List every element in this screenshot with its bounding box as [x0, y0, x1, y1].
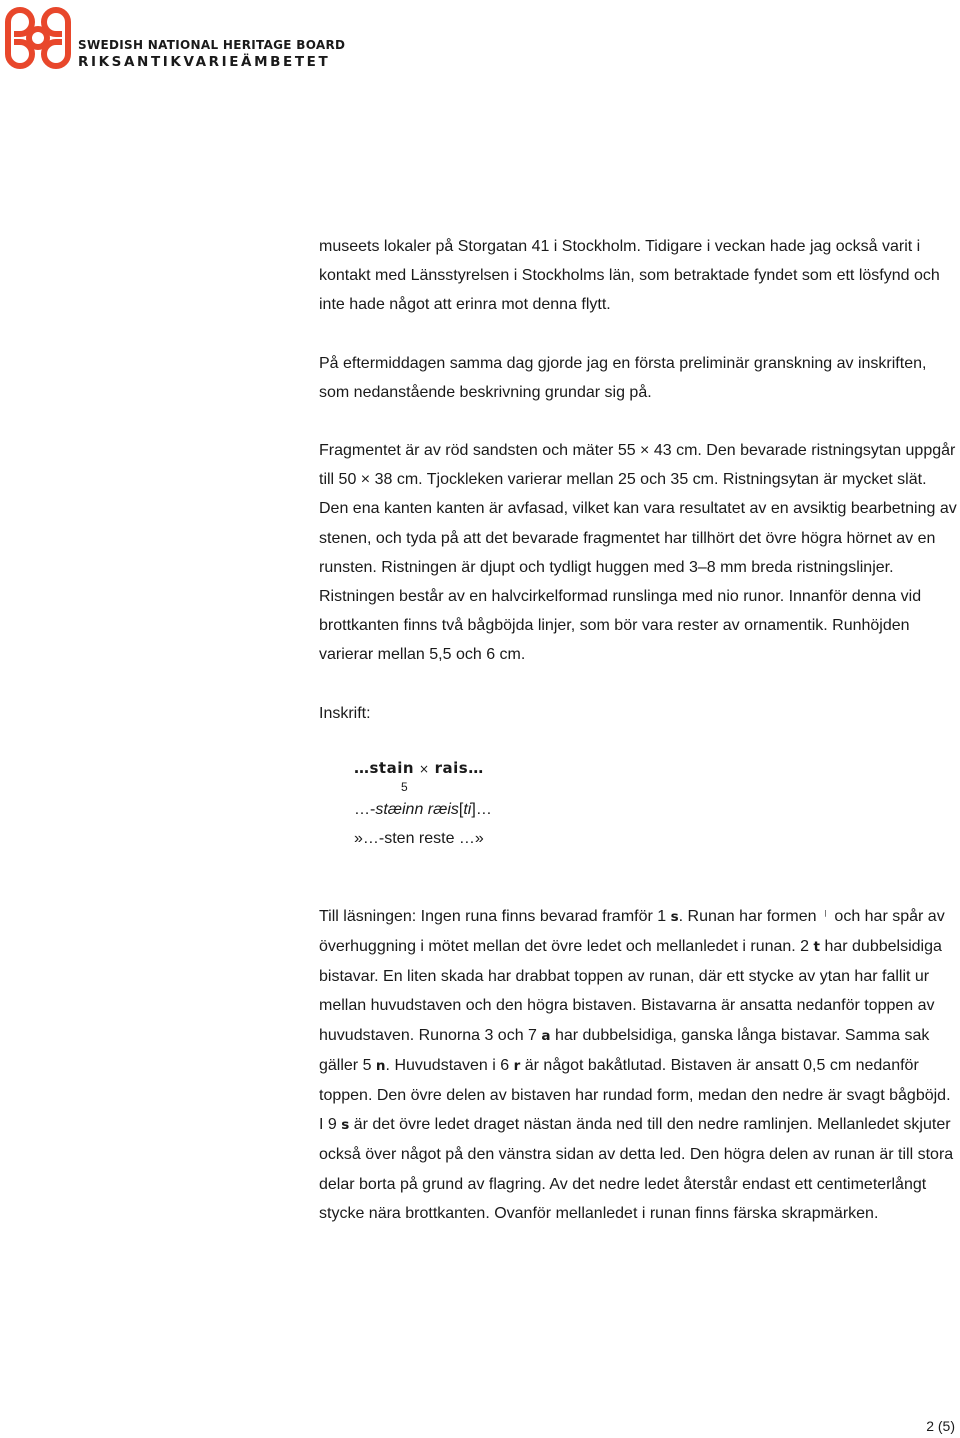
rune-form-glyph: ᛌ	[820, 907, 830, 925]
organization-name-english: SWEDISH NATIONAL HERITAGE BOARD	[78, 38, 346, 52]
runic-part-2: rais…	[434, 758, 484, 777]
rune-s: s	[670, 908, 679, 925]
old-norse-normalization	[354, 795, 959, 824]
norse-bracket-close: ]	[471, 800, 476, 818]
rune-s-9: s	[341, 1117, 350, 1134]
norse-bracket-open: [	[458, 800, 464, 818]
rune-index: 5	[401, 779, 408, 794]
organization-name-swedish: RIKSANTIKVARIEÄMBETET	[78, 54, 331, 70]
rune-a: a	[541, 1027, 551, 1044]
word-separator: ×	[419, 761, 430, 776]
paragraph-intro: museets lokaler på Storgatan 41 i Stockholm. Tidigare i veckan hade jag också varit i kontakt med Länsstyrelsen i Stockholms län, som betraktade fyndet som ett lösfynd och inte hade något att erinra mot denna flytt.	[319, 238, 940, 314]
paragraph-reading-notes: Till läsningen: Ingen runa finns bevarad framför 1 s. Runan har formen ᛌ och har spår av överhuggning i mötet mellan det övre ledet och mellanledet i runan. 2 t har dubbelsidiga bistavar. En liten skada har drabbat toppen av runan, där ett stycke av ytan har fallit ur mellan huvudstaven och den högra bistaven. Bistavarna är ansatta nedanför toppen av huvudstaven. Runorna 3 och 7 a har dubbelsidiga, ganska långa bistavar. Samma sak gäller 5 n. Huvudstaven i 6 r är något bakåtlutad. Bistaven är ansatt 0,5 cm nedanför toppen. Den övre delen av bistaven har rundad form, medan den nedre är svagt bågböjd. I 9 s är det övre ledet draget nästan ända ned till den nedre ramlinjen. Mellanledet skjuter också över något på den vänstra sidan av detta led. Den högra delen av runan är till stora delar borta på grund av flagring. Av det nedre ledet återstår endast ett centimeterlångt stycke nära brottkanten. Ovanför mellanledet i runan finns färska skrapmärken.	[319, 907, 954, 1222]
norse-words: stæinn ræis	[375, 800, 459, 818]
rune-t: t	[813, 939, 820, 956]
norse-suffix: …	[475, 800, 492, 818]
page-header	[2, 2, 346, 74]
heritage-board-logo-icon	[2, 2, 74, 74]
runic-transliteration	[354, 758, 959, 779]
rune-n: n	[375, 1057, 386, 1074]
organization-name	[78, 38, 345, 71]
norse-prefix: …-	[354, 800, 376, 818]
norse-bracket-word: ti	[463, 800, 472, 818]
document-body	[319, 232, 959, 1228]
runic-part-1: …stain	[354, 758, 415, 777]
inscription-heading: Inskrift:	[319, 704, 371, 722]
inscription-block	[354, 758, 959, 853]
swedish-translation: »…-sten reste …»	[354, 829, 484, 847]
rune-r: r	[513, 1057, 521, 1074]
paragraph-description: Fragmentet är av röd sandsten och mäter 55 × 43 cm. Den bevarade ristningsytan uppgår till 50 × 38 cm. Tjockleken varierar mellan 25 och 35 cm. Ristningsytan är mycket slät. Den ena kanten kanten är avfasad, vilket kan vara resultatet av en avsiktig bearbetning av stenen, och tyda på att det bevarade fragmentet har tillhört det övre högra hörnet av en runsten. Ristningen är djupt och tydligt huggen med 3–8 mm breda ristningslinjer. Ristningen består av en halvcirkelformad runslinga med nio runor. Innanför denna vid brottkanten finns två bågböjda linjer, som bör vara rester av ornamentik. Runhöjden varierar mellan 5,5 och 6 cm.	[319, 442, 957, 664]
page-number: 2 (5)	[926, 1418, 955, 1434]
paragraph-afternoon: På eftermiddagen samma dag gjorde jag en första preliminär granskning av inskriften, som nedanstående beskrivning grundar sig på.	[319, 354, 927, 401]
